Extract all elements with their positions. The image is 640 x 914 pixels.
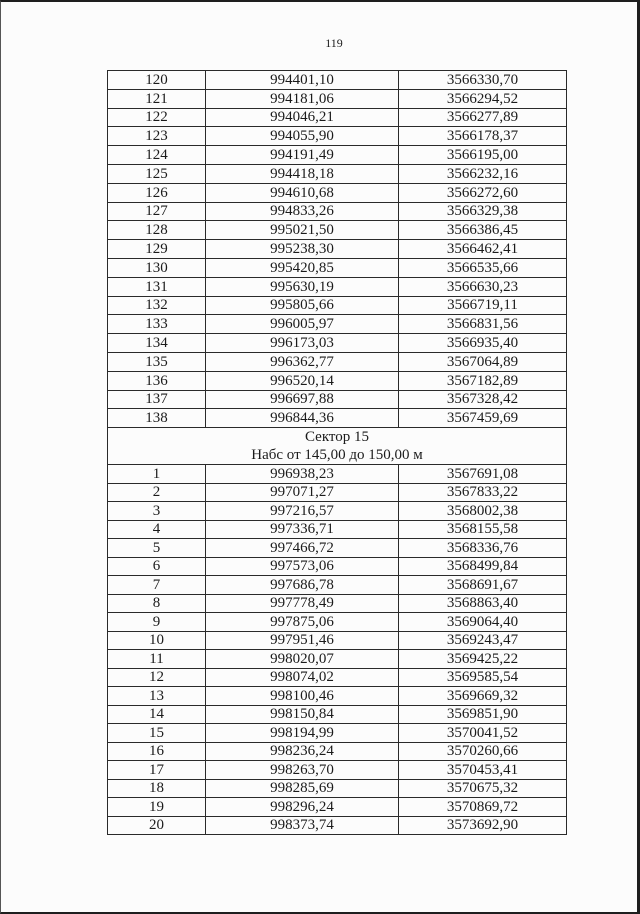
cell-coordinate-x: 994046,21 <box>206 108 399 127</box>
section-title: Сектор 15 <box>304 429 370 446</box>
cell-point-number: 138 <box>108 409 206 428</box>
table-row <box>108 483 567 502</box>
cell-coordinate-y: 3566195,00 <box>399 146 567 165</box>
cell-coordinate-x: 994191,49 <box>206 146 399 165</box>
cell-point-number: 12 <box>108 668 206 687</box>
table-row <box>108 221 567 240</box>
cell-coordinate-y: 3568155,58 <box>399 520 567 539</box>
cell-coordinate-x: 994610,68 <box>206 183 399 202</box>
table-row <box>108 761 567 780</box>
cell-coordinate-x: 996362,77 <box>206 352 399 371</box>
cell-coordinate-x: 994418,18 <box>206 164 399 183</box>
cell-coordinate-x: 994055,90 <box>206 127 399 146</box>
cell-coordinate-y: 3567328,42 <box>399 390 567 409</box>
cell-point-number: 6 <box>108 557 206 576</box>
cell-coordinate-x: 996938,23 <box>206 465 399 484</box>
table-row <box>108 576 567 595</box>
section-header <box>108 428 567 465</box>
cell-point-number: 134 <box>108 334 206 353</box>
cell-point-number: 18 <box>108 779 206 798</box>
cell-coordinate-y: 3566329,38 <box>399 202 567 221</box>
table-row <box>108 502 567 521</box>
table-row <box>108 89 567 108</box>
cell-coordinate-y: 3569425,22 <box>399 650 567 669</box>
table-row <box>108 108 567 127</box>
page-number: 119 <box>325 36 343 50</box>
cell-coordinate-x: 996520,14 <box>206 371 399 390</box>
cell-point-number: 121 <box>108 89 206 108</box>
cell-coordinate-x: 998263,70 <box>206 761 399 780</box>
cell-coordinate-x: 995021,50 <box>206 221 399 240</box>
cell-coordinate-x: 997216,57 <box>206 502 399 521</box>
table-row <box>108 465 567 484</box>
cell-coordinate-y: 3566277,89 <box>399 108 567 127</box>
cell-coordinate-y: 3566719,11 <box>399 296 567 315</box>
cell-coordinate-x: 998194,99 <box>206 724 399 743</box>
cell-point-number: 10 <box>108 631 206 650</box>
table-row <box>108 687 567 706</box>
cell-coordinate-y: 3566630,23 <box>399 277 567 296</box>
table-row <box>108 631 567 650</box>
cell-point-number: 129 <box>108 240 206 259</box>
table-row <box>108 240 567 259</box>
cell-point-number: 127 <box>108 202 206 221</box>
cell-coordinate-y: 3569851,90 <box>399 705 567 724</box>
cell-point-number: 17 <box>108 761 206 780</box>
table-row <box>108 779 567 798</box>
cell-coordinate-y: 3566535,66 <box>399 258 567 277</box>
table-row <box>108 334 567 353</box>
section-header-row <box>108 428 567 465</box>
cell-coordinate-x: 998100,46 <box>206 687 399 706</box>
table-row <box>108 742 567 761</box>
table-row <box>108 798 567 817</box>
cell-coordinate-y: 3570041,52 <box>399 724 567 743</box>
cell-coordinate-y: 3570675,32 <box>399 779 567 798</box>
cell-coordinate-y: 3569243,47 <box>399 631 567 650</box>
cell-coordinate-y: 3567459,69 <box>399 409 567 428</box>
cell-coordinate-y: 3570453,41 <box>399 761 567 780</box>
cell-point-number: 5 <box>108 539 206 558</box>
table-row <box>108 409 567 428</box>
cell-point-number: 7 <box>108 576 206 595</box>
table-row <box>108 594 567 613</box>
table-row <box>108 650 567 669</box>
cell-coordinate-x: 996844,36 <box>206 409 399 428</box>
cell-point-number: 16 <box>108 742 206 761</box>
cell-coordinate-y: 3568002,38 <box>399 502 567 521</box>
cell-coordinate-y: 3570869,72 <box>399 798 567 817</box>
cell-coordinate-x: 998296,24 <box>206 798 399 817</box>
cell-coordinate-x: 996173,03 <box>206 334 399 353</box>
cell-coordinate-x: 997466,72 <box>206 539 399 558</box>
table-row <box>108 277 567 296</box>
cell-coordinate-x: 997778,49 <box>206 594 399 613</box>
table-row <box>108 127 567 146</box>
cell-point-number: 19 <box>108 798 206 817</box>
cell-point-number: 8 <box>108 594 206 613</box>
cell-coordinate-y: 3566330,70 <box>399 71 567 90</box>
cell-coordinate-y: 3569585,54 <box>399 668 567 687</box>
table-row <box>108 352 567 371</box>
cell-coordinate-x: 997875,06 <box>206 613 399 632</box>
cell-point-number: 4 <box>108 520 206 539</box>
table-row <box>108 668 567 687</box>
section-subtitle: Набс от 145,00 до 150,00 м <box>251 447 423 464</box>
cell-coordinate-x: 996697,88 <box>206 390 399 409</box>
cell-point-number: 130 <box>108 258 206 277</box>
table-row <box>108 371 567 390</box>
cell-point-number: 120 <box>108 71 206 90</box>
cell-coordinate-y: 3567833,22 <box>399 483 567 502</box>
cell-point-number: 128 <box>108 221 206 240</box>
cell-coordinate-y: 3566462,41 <box>399 240 567 259</box>
cell-coordinate-y: 3566831,56 <box>399 315 567 334</box>
cell-coordinate-y: 3567182,89 <box>399 371 567 390</box>
cell-point-number: 131 <box>108 277 206 296</box>
cell-coordinate-x: 998285,69 <box>206 779 399 798</box>
cell-point-number: 13 <box>108 687 206 706</box>
cell-coordinate-y: 3568499,84 <box>399 557 567 576</box>
table-row <box>108 183 567 202</box>
cell-coordinate-y: 3567691,08 <box>399 465 567 484</box>
cell-point-number: 2 <box>108 483 206 502</box>
cell-coordinate-x: 995630,19 <box>206 277 399 296</box>
cell-coordinate-y: 3568336,76 <box>399 539 567 558</box>
cell-coordinate-y: 3567064,89 <box>399 352 567 371</box>
cell-point-number: 14 <box>108 705 206 724</box>
cell-point-number: 123 <box>108 127 206 146</box>
cell-coordinate-x: 997686,78 <box>206 576 399 595</box>
cell-point-number: 125 <box>108 164 206 183</box>
cell-coordinate-x: 997336,71 <box>206 520 399 539</box>
cell-coordinate-y: 3569064,40 <box>399 613 567 632</box>
cell-point-number: 133 <box>108 315 206 334</box>
cell-coordinate-x: 995805,66 <box>206 296 399 315</box>
cell-coordinate-x: 994181,06 <box>206 89 399 108</box>
table-row <box>108 705 567 724</box>
cell-point-number: 3 <box>108 502 206 521</box>
cell-point-number: 137 <box>108 390 206 409</box>
cell-coordinate-y: 3566294,52 <box>399 89 567 108</box>
cell-point-number: 132 <box>108 296 206 315</box>
cell-point-number: 122 <box>108 108 206 127</box>
table-row <box>108 539 567 558</box>
table-row <box>108 724 567 743</box>
cell-coordinate-y: 3568863,40 <box>399 594 567 613</box>
cell-coordinate-y: 3569669,32 <box>399 687 567 706</box>
cell-coordinate-x: 996005,97 <box>206 315 399 334</box>
cell-coordinate-x: 995238,30 <box>206 240 399 259</box>
cell-coordinate-x: 998373,74 <box>206 816 399 835</box>
cell-coordinate-x: 997071,27 <box>206 483 399 502</box>
table-row <box>108 613 567 632</box>
cell-coordinate-y: 3566935,40 <box>399 334 567 353</box>
table-row <box>108 390 567 409</box>
cell-point-number: 126 <box>108 183 206 202</box>
cell-point-number: 1 <box>108 465 206 484</box>
cell-coordinate-x: 997951,46 <box>206 631 399 650</box>
cell-coordinate-x: 994833,26 <box>206 202 399 221</box>
cell-coordinate-x: 994401,10 <box>206 71 399 90</box>
cell-coordinate-y: 3566386,45 <box>399 221 567 240</box>
coordinates-table <box>107 70 567 835</box>
table-row <box>108 520 567 539</box>
cell-coordinate-y: 3566232,16 <box>399 164 567 183</box>
cell-point-number: 9 <box>108 613 206 632</box>
cell-coordinate-x: 998236,24 <box>206 742 399 761</box>
table-row <box>108 557 567 576</box>
cell-coordinate-x: 998150,84 <box>206 705 399 724</box>
cell-coordinate-y: 3566178,37 <box>399 127 567 146</box>
table-row <box>108 202 567 221</box>
table-row <box>108 296 567 315</box>
cell-point-number: 15 <box>108 724 206 743</box>
cell-coordinate-y: 3568691,67 <box>399 576 567 595</box>
cell-point-number: 20 <box>108 816 206 835</box>
table-row <box>108 71 567 90</box>
cell-coordinate-y: 3570260,66 <box>399 742 567 761</box>
table-row <box>108 146 567 165</box>
cell-coordinate-x: 995420,85 <box>206 258 399 277</box>
cell-coordinate-y: 3566272,60 <box>399 183 567 202</box>
cell-point-number: 136 <box>108 371 206 390</box>
cell-coordinate-x: 997573,06 <box>206 557 399 576</box>
cell-coordinate-y: 3573692,90 <box>399 816 567 835</box>
table-row <box>108 164 567 183</box>
table-row <box>108 816 567 835</box>
cell-point-number: 11 <box>108 650 206 669</box>
cell-coordinate-x: 998074,02 <box>206 668 399 687</box>
cell-coordinate-x: 998020,07 <box>206 650 399 669</box>
table-row <box>108 258 567 277</box>
cell-point-number: 124 <box>108 146 206 165</box>
table-row <box>108 315 567 334</box>
cell-point-number: 135 <box>108 352 206 371</box>
